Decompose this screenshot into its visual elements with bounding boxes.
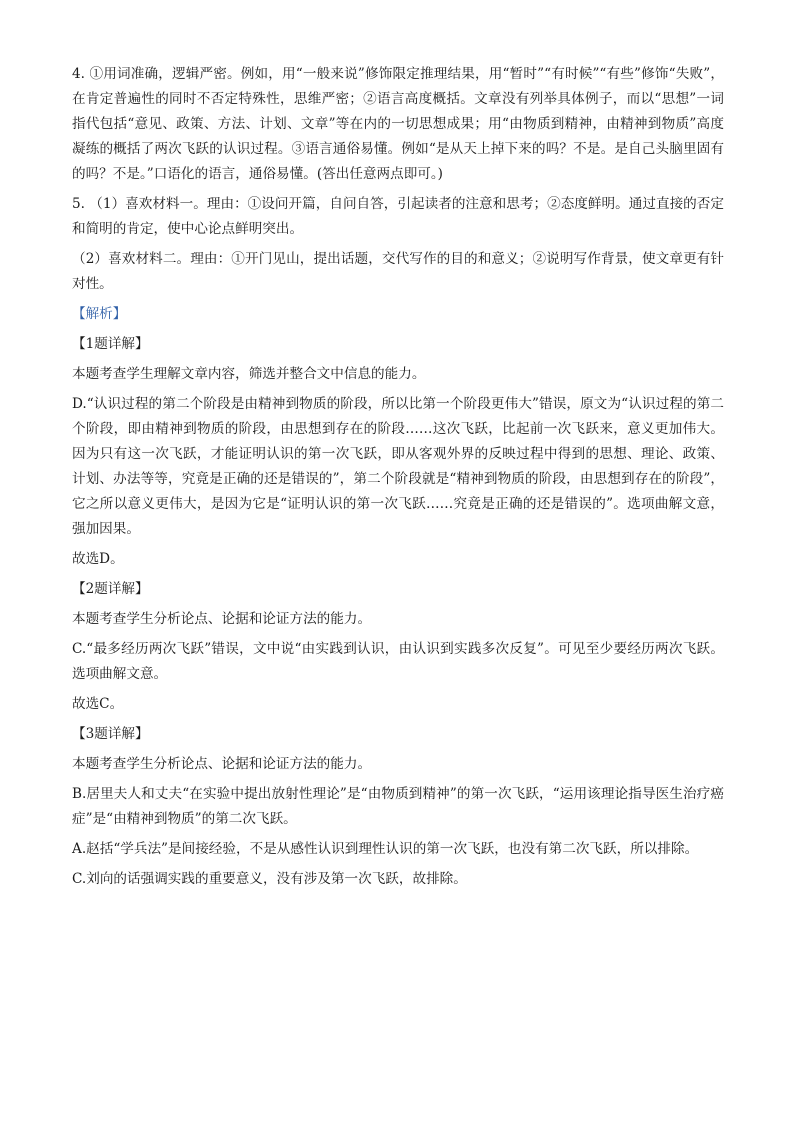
- q2-option-c: C.“最多经历两次飞跃”错误，文中说“由实践到认识，由认识到实践多次反复”。可见至少要经历两次飞跃。选项曲解文意。: [72, 641, 724, 682]
- q1-option-d: D.“认识过程的第二个阶段是由精神到物质的阶段，所以比第一个阶段更伟大”错误，原文为“认识过程的第二个阶段，即由精神到物质的阶段，由思想到存在的阶段……这次飞跃，比起前一次飞跃来，意义更加伟大。因为只有这一次飞跃，才能证明认识的第一次飞跃，即从客观外界的反映过程中得到的思想、理论、政策、计划、办法等等，究竟是正确的还是错误的”，第二个阶段就是“精神到物质的阶段，由思想到存在的阶段”，它之所以意义更伟大，是因为它是“证明认识的第一次飞跃……究竟是正确的还是错误的”。选项曲解文意，强加因果。: [72, 396, 724, 537]
- analysis-heading: 【解析】: [72, 306, 127, 322]
- q3-option-c: C.刘向的话强调实践的重要意义，没有涉及第一次飞跃，故排除。: [72, 871, 467, 887]
- q2-detail-heading: 【2题详解】: [72, 581, 149, 597]
- answer-5-part-2: （2）喜欢材料二。理由：①开门见山，提出话题，交代写作的目的和意义；②说明写作背景，使文章更有针对性。: [72, 251, 724, 292]
- q3-option-b: B.居里夫人和丈夫“在实验中提出放射性理论”是“由物质到精神”的第一次飞跃，“运用该理论指导医生治疗癌症”是“由精神到物质”的第二次飞跃。: [72, 786, 724, 827]
- q3-intro: 本题考查学生分析论点、论据和论证方法的能力。: [72, 756, 372, 772]
- q1-answer: 故选D。: [72, 551, 124, 567]
- q1-intro: 本题考查学生理解文章内容，筛选并整合文中信息的能力。: [72, 366, 426, 382]
- answer-4: 4. ①用词准确，逻辑严密。例如，用“一般来说”修饰限定推理结果，用“暂时”“有时候”“有些”修饰“失败”，在肯定普遍性的同时不否定特殊性，思维严密；②语言高度概括。文章没有列举具体例子，而以“思想”一词指代包括“意见、政策、方法、计划、文章”等在内的一切思想成果；用“由物质到精神，由精神到物质”高度凝练的概括了两次飞跃的认识过程。③语言通俗易懂。例如“是从天上掉下来的吗？不是。是自己头脑里固有的吗？不是。”口语化的语言，通俗易懂。(答出任意两点即可。): [72, 66, 724, 182]
- q3-option-a: A.赵括“学兵法”是间接经验，不是从感性认识到理性认识的第一次飞跃，也没有第二次飞跃，所以排除。: [72, 841, 699, 857]
- q2-answer: 故选C。: [72, 696, 124, 712]
- document-page: [72, 62, 724, 897]
- q2-intro: 本题考查学生分析论点、论据和论证方法的能力。: [72, 611, 372, 627]
- q3-detail-heading: 【3题详解】: [72, 726, 149, 742]
- answer-5-part-1: 5. （1）喜欢材料一。理由：①设问开篇，自问自答，引起读者的注意和思考；②态度鲜明。通过直接的否定和简明的肯定，使中心论点鲜明突出。: [72, 196, 724, 237]
- q1-detail-heading: 【1题详解】: [72, 336, 149, 352]
